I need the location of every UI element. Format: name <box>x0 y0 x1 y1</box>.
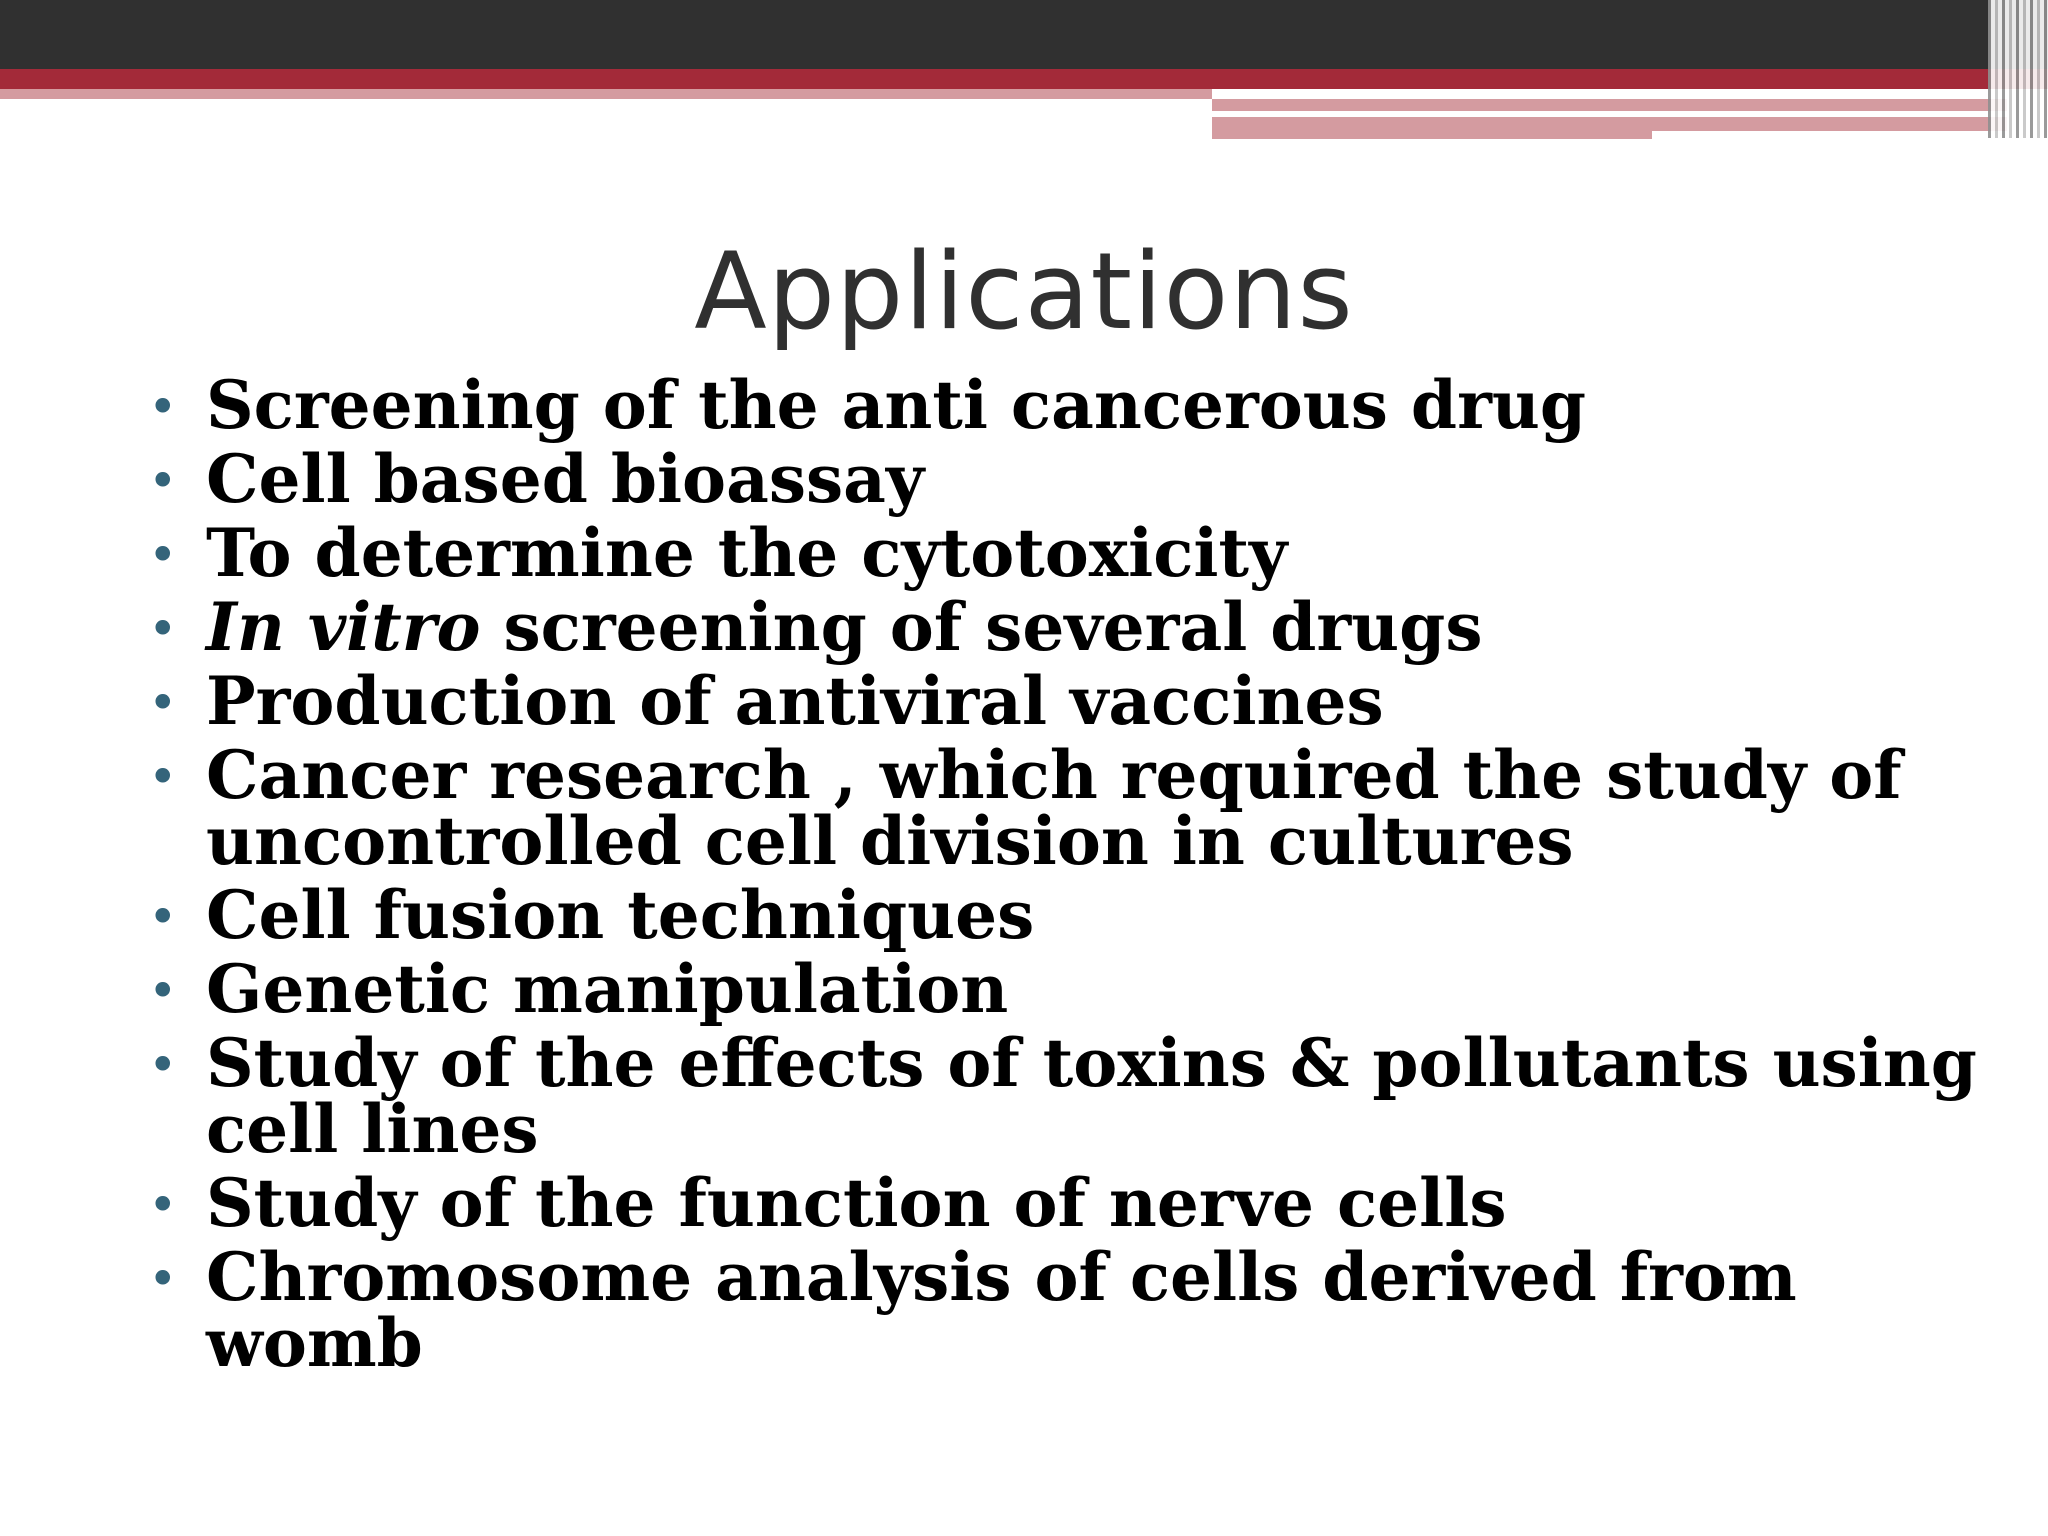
bullet-text: Study of the effects of toxins & pollutants using cell lines <box>206 1024 1977 1168</box>
bullet-item <box>148 588 2008 666</box>
bullet-item <box>148 736 2008 880</box>
bullet-list <box>148 366 2008 1384</box>
bullet-icon: • <box>148 526 178 584</box>
bullet-text: Cell based bioassay <box>206 440 925 518</box>
bullet-text: Study of the function of nerve cells <box>206 1164 1507 1242</box>
bullet-item <box>148 662 2008 740</box>
bullet-text: Genetic manipulation <box>206 950 1009 1028</box>
header-pink-band-right <box>1212 99 2007 111</box>
header-dark-band <box>0 0 2048 69</box>
bullet-icon: • <box>148 1250 178 1308</box>
bullet-icon: • <box>148 962 178 1020</box>
bullet-item <box>148 1024 2008 1168</box>
bullet-item <box>148 950 2008 1028</box>
bullet-item <box>148 366 2008 444</box>
bullet-text: Production of antiviral vaccines <box>206 662 1384 740</box>
bullet-item <box>148 440 2008 518</box>
header-pink-band-left <box>0 89 1212 99</box>
bullet-icon: • <box>148 1176 178 1234</box>
bullet-icon: • <box>148 452 178 510</box>
bullet-icon: • <box>148 748 178 806</box>
bullet-text: screening of several drugs <box>480 588 1483 666</box>
bullet-item <box>148 1238 2008 1382</box>
bullet-icon: • <box>148 674 178 732</box>
bullet-emphasis: In vitro <box>206 588 481 666</box>
slide-title: Applications <box>694 230 1354 353</box>
bullet-icon: • <box>148 378 178 436</box>
bullet-text: Cancer research , which required the study of uncontrolled cell division in cultures <box>206 736 1902 880</box>
bullet-item <box>148 514 2008 592</box>
bullet-text: To determine the cytotoxicity <box>206 514 1288 592</box>
header-pink-band-low <box>1212 117 1652 139</box>
bullet-item <box>148 1164 2008 1242</box>
bullet-text: Screening of the anti cancerous drug <box>206 366 1586 444</box>
bullet-icon: • <box>148 888 178 946</box>
bullet-text: Cell fusion techniques <box>206 876 1035 954</box>
header-red-band <box>0 69 2048 89</box>
bullet-icon: • <box>148 600 178 658</box>
header-stripes <box>1988 0 2048 138</box>
bullet-text: Chromosome analysis of cells derived from womb <box>206 1238 1797 1382</box>
bullet-icon: • <box>148 1036 178 1094</box>
header-pink-band-low-right <box>1652 117 2007 131</box>
bullet-item <box>148 876 2008 954</box>
